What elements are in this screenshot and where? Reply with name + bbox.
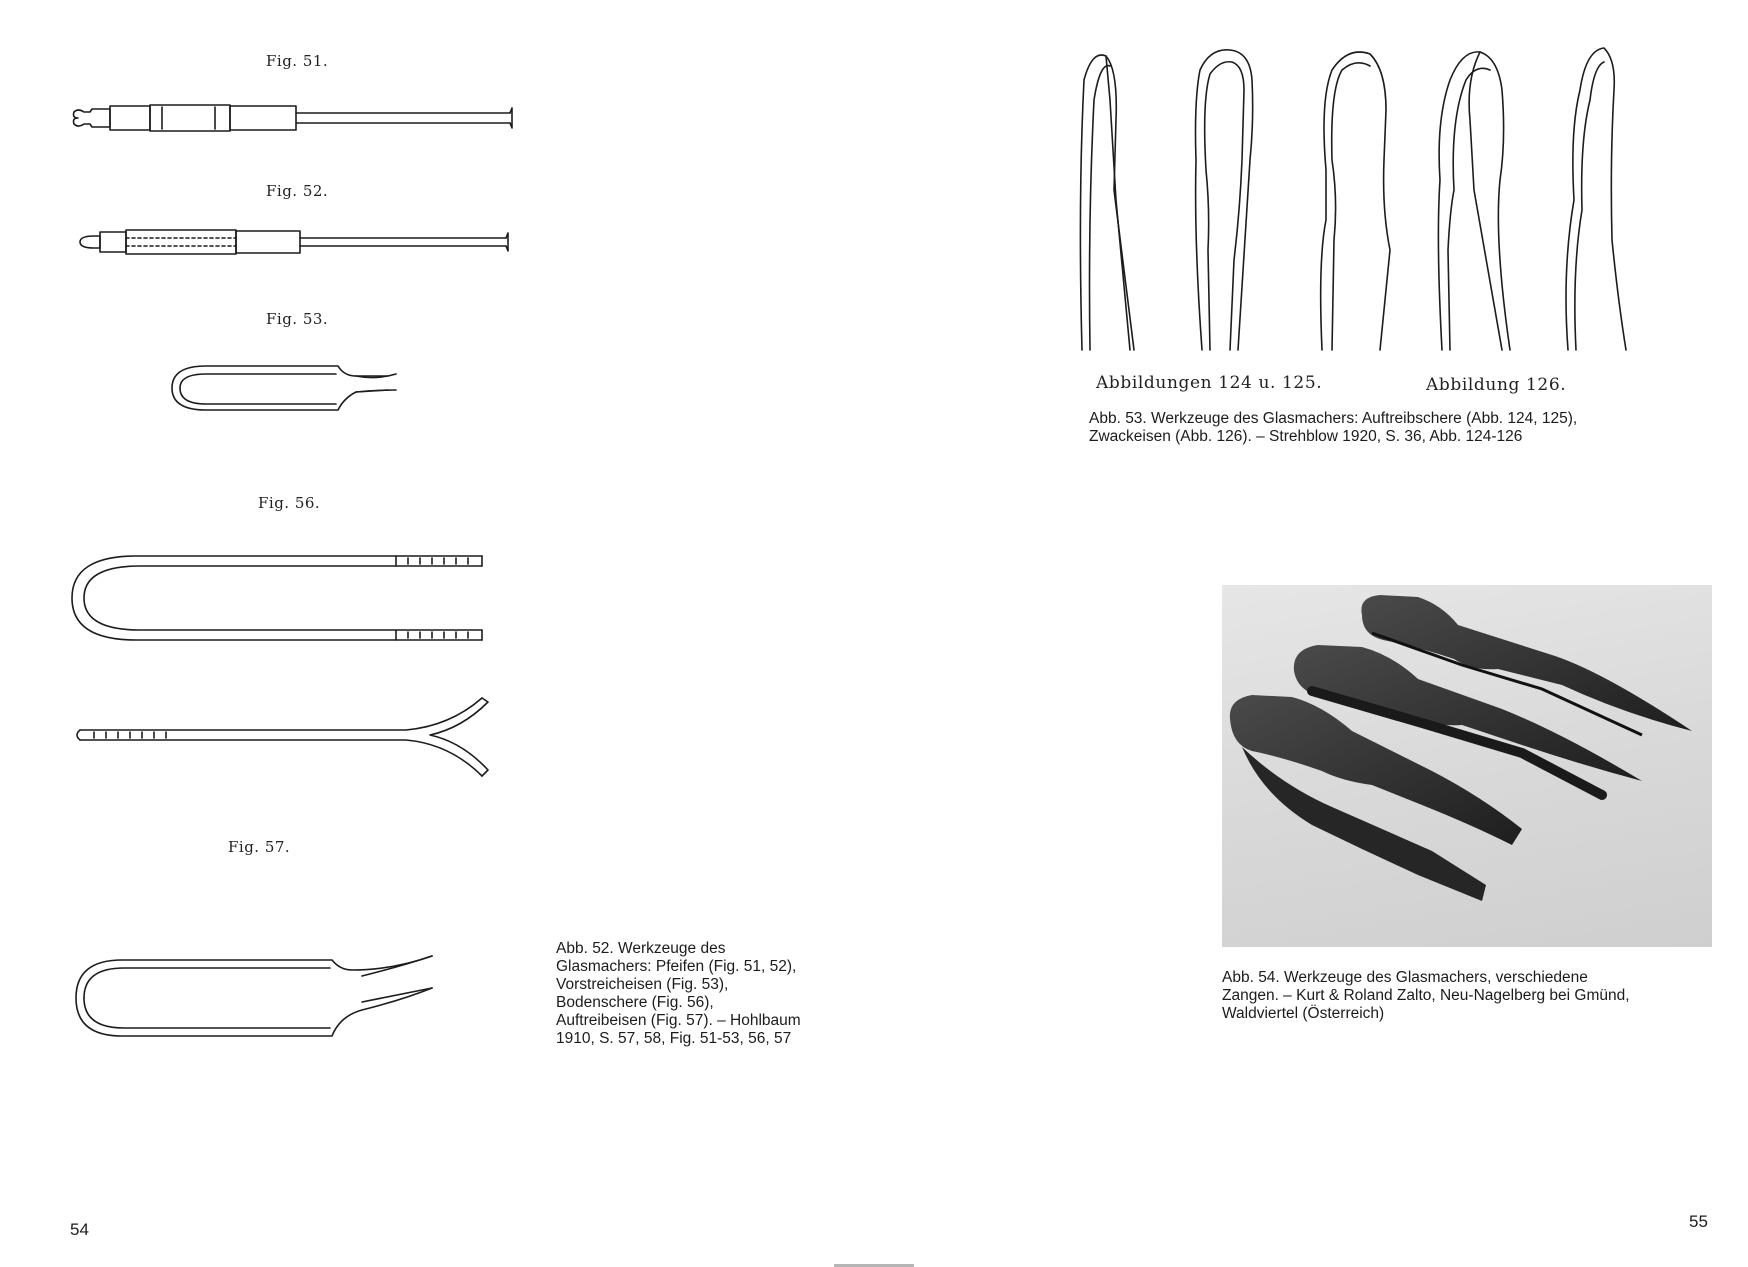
- expanding-iron-fig57: [72, 950, 442, 1050]
- bottom-shears-fig56: [66, 546, 496, 646]
- page-number-left: 54: [70, 1220, 89, 1239]
- fraktur-label-abb-124-125: Abbildungen 124 u. 125.: [1096, 373, 1323, 393]
- fig-51-label: Fig. 51.: [266, 52, 329, 70]
- caption-abb-53: Abb. 53. Werkzeuge des Glasmachers: Auftreibschere (Abb. 124, 125), Zwackeisen (Abb. 126). – Strehblow 1920, S. 36, Abb. 124-126: [1089, 410, 1578, 445]
- glassblowing-pipe-fig51: [70, 98, 520, 138]
- caption-abb-52: Abb. 52. Werkzeuge des Glasmachers: Pfeifen (Fig. 51, 52), Vorstreicheisen (Fig. 53), Bodenschere (Fig. 56), Auftreibeisen (Fig. 57). – Hohlbaum 1910, S. 57, 58, Fig. 51-53, 56, 57: [556, 940, 801, 1047]
- glassmaker-tongs-drawings: [1070, 40, 1630, 370]
- page-number-right: 55: [1689, 1212, 1708, 1231]
- fig-53-label: Fig. 53.: [266, 310, 329, 328]
- fig-56-label: Fig. 56.: [258, 494, 321, 512]
- fraktur-label-abb-126: Abbildung 126.: [1426, 375, 1567, 395]
- tongs-125: [1321, 52, 1390, 350]
- spreading-iron-fig53: [166, 346, 426, 426]
- glassblowing-pipe-fig52: [76, 226, 516, 258]
- fig-52-label: Fig. 52.: [266, 182, 329, 200]
- forked-iron: [70, 692, 500, 782]
- photo-glassmaker-tongs: [1222, 585, 1712, 947]
- caption-abb-54: Abb. 54. Werkzeuge des Glasmachers, verschiedene Zangen. – Kurt & Roland Zalto, Neu-Nagelberg bei Gmünd, Waldviertel (Österreich): [1222, 969, 1630, 1022]
- fig-57-label: Fig. 57.: [228, 838, 291, 856]
